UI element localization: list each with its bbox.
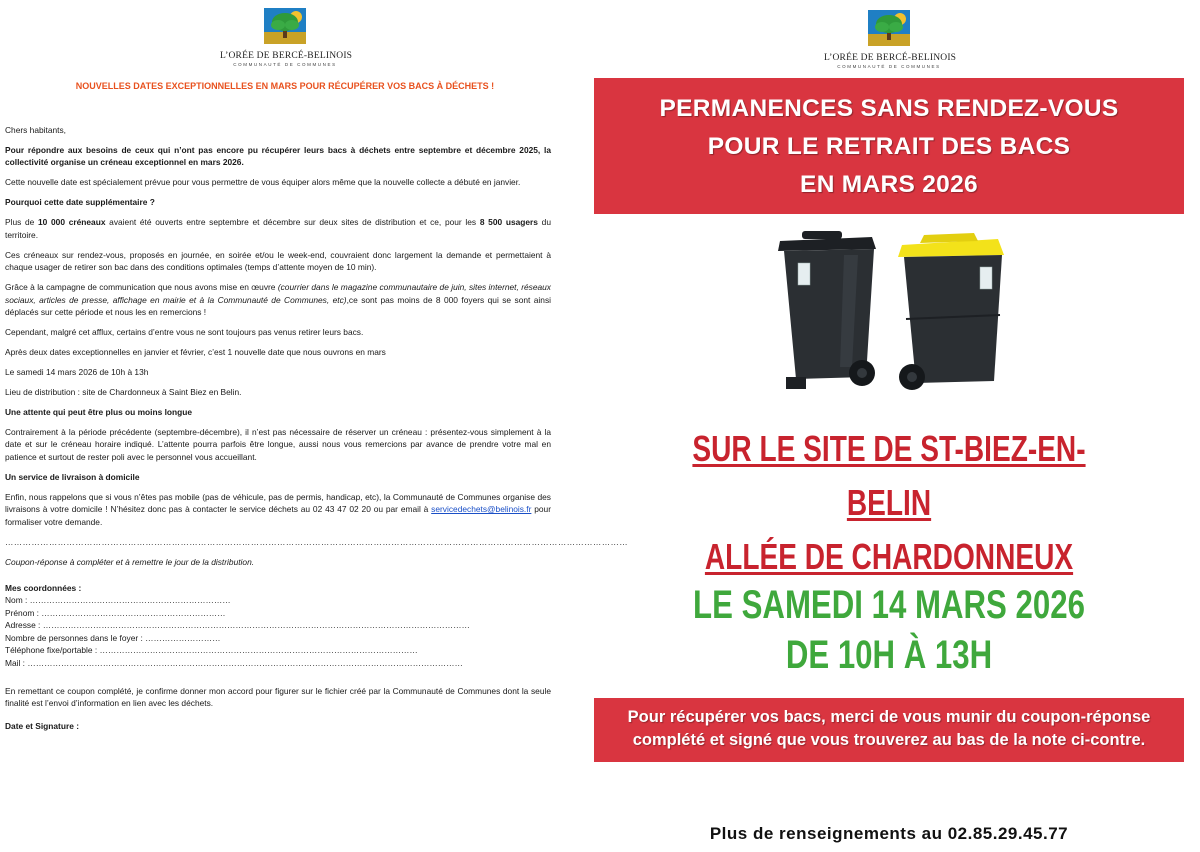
site-address (659, 422, 1119, 584)
waste-bins-image (774, 227, 1024, 395)
heading-signature: Date et Signature : (5, 720, 79, 731)
note-line-1: Pour récupérer vos bacs, merci de vous munir du coupon-réponse (627, 708, 1151, 726)
consent-paragraph: En remettant ce coupon complété, je confirme donner mon accord pour figurer sur le fichier créé par la Communauté de Communes dont la seule finalité est l’envoi d’information en lien avec les déchets. (5, 685, 551, 709)
letter-body (5, 124, 629, 740)
email-link[interactable]: servicedechets@belinois.fr (431, 504, 532, 515)
event-date (659, 580, 1119, 680)
heading-wait: Une attente qui peut être plus ou moins longue (5, 407, 193, 418)
date-line-2: DE 10H À 13H (785, 633, 993, 677)
note-line-2: complété et signé que vous trouverez au bas de la note ci-contre. (632, 731, 1146, 749)
delivery-paragraph: Enfin, nous rappelons que si vous n’êtes pas mobile (pas de véhicule, pas de permis, handicap, etc), la Communauté de Communes organise des livraisons à votre domicile ! N’hésitez donc pas à contacter le service déchets au 02 43 47 02 20 ou par email à servicedechets@belinois.fr pour formaliser votre demande. (5, 491, 551, 527)
slots-paragraph: Plus de 10 000 créneaux avaient été ouverts entre septembre et décembre sur deux sites de distribution et ce, pour les 8 500 usagers du territoire. (5, 217, 551, 240)
info-phone: Plus de renseignements au 02.85.29.45.77 (709, 824, 1069, 843)
letter-headline: NOUVELLES DATES EXCEPTIONNELLES EN MARS POUR RÉCUPÉRER VOS BACS À DÉCHETS ! (75, 81, 495, 91)
exceptional-dates-paragraph: Après deux dates exceptionnelles en janvier et février, c’est 1 nouvelle date que nous ouvrons en mars (5, 347, 386, 358)
logo-subtitle: COMMUNAUTÉ DE COMMUNES (837, 64, 941, 69)
site-line-2: ALLÉE DE CHARDONNEUX (704, 536, 1074, 577)
logo-name: L’ORÉE DE BERCÉ-BELINOIS (220, 51, 353, 61)
coupon-note (594, 698, 1184, 762)
greeting: Chers habitants, (5, 125, 66, 135)
coupon-instruction: Coupon-réponse à compléter et à remettre le jour de la distribution. (5, 556, 255, 567)
field-nom[interactable]: Nom : ……………………………………………………………… (5, 595, 231, 606)
field-telephone[interactable]: Téléphone fixe/portable : …………………………………………………………………………………………………… (5, 645, 418, 656)
field-personnes[interactable]: Nombre de personnes dans le foyer : ……………………… (5, 632, 221, 643)
location-paragraph: Lieu de distribution : site de Chardonneux à Saint Biez en Belin. (5, 387, 242, 398)
field-mail[interactable]: Mail : ………………………………………………………………………………………………………………………………………… (5, 657, 463, 668)
heading-contact: Mes coordonnées : (5, 583, 82, 594)
yellow-lid-bin-icon (898, 233, 1004, 390)
banner-line-1: PERMANENCES SANS RENDEZ-VOUS (659, 95, 1119, 122)
tree-logo-icon (868, 10, 910, 46)
date-line-1: LE SAMEDI 14 MARS 2026 (693, 583, 1085, 627)
field-adresse[interactable]: Adresse : ……………………………………………………………………………………………………………………………………… (5, 620, 470, 631)
date-paragraph: Le samedi 14 mars 2026 de 10h à 13h (5, 367, 149, 378)
banner-line-2: POUR LE RETRAIT DES BACS (707, 133, 1071, 160)
wait-paragraph: Contrairement à la période précédente (septembre-décembre), il n’est pas nécessaire de réserver un créneau : présentez-vous simplement à la date et sur le créneau horaire indiqué. L’attente pourra parfois être longue, aussi nous vous remercions par avance de prendre votre mal en patience et surtout de rester poli avec le personnel vous accueillant. (5, 427, 551, 462)
influx-paragraph: Cependant, malgré cet afflux, certains d’entre vous ne sont toujours pas venus retirer leurs bacs. (5, 327, 364, 338)
logo-subtitle: COMMUNAUTÉ DE COMMUNES (233, 62, 337, 67)
permanences-banner (594, 78, 1184, 214)
tree-logo-icon (264, 8, 306, 44)
intro-paragraph: Pour répondre aux besoins de ceux qui n’ont pas encore pu récupérer leurs bacs à déchets entre septembre et décembre 2025, la collectivité organise un créneau exceptionnel en mars 2026. (5, 145, 551, 168)
poster (594, 0, 1184, 852)
logo-name: L’ORÉE DE BERCÉ-BELINOIS (824, 53, 957, 63)
field-prenom[interactable]: Prénom : ………………………………………………………… (5, 607, 226, 618)
banner-line-3: EN MARS 2026 (800, 171, 978, 198)
separator-line: …………………………………………………………………………………………………………………………………………………………………………………………… (5, 536, 629, 547)
new-date-paragraph: Cette nouvelle date est spécialement prévue pour vous permettre de vous équiper alors même que la nouvelle collecte a débuté en janvier. (5, 177, 521, 188)
heading-delivery: Un service de livraison à domicile (5, 471, 140, 482)
site-line-1: SUR LE SITE DE ST-BIEZ-EN-BELIN (692, 428, 1086, 523)
logo-right (824, 10, 957, 69)
logo-left (220, 8, 353, 67)
appointments-paragraph: Ces créneaux sur rendez-vous, proposés en journée, en soirée et/ou le week-end, couvraient donc largement la demande et permettaient à chaque usager de retirer son bac dans des conditions optimales (temps d’attente moyen de 10 min). (5, 249, 551, 273)
heading-why: Pourquoi cette date supplémentaire ? (5, 197, 155, 208)
campaign-paragraph: Grâce à la campagne de communication que nous avons mise en œuvre (courrier dans le magazine communautaire de juin, sites internet, réseaux sociaux, articles de presse, affichage en mairie et à la Communauté de Communes, etc),ce sont pas moins de 8 000 foyers qui se sont ainsi déplacés sur cette période et nous les en remercions ! (5, 282, 551, 318)
black-lid-bin-icon (778, 231, 876, 389)
